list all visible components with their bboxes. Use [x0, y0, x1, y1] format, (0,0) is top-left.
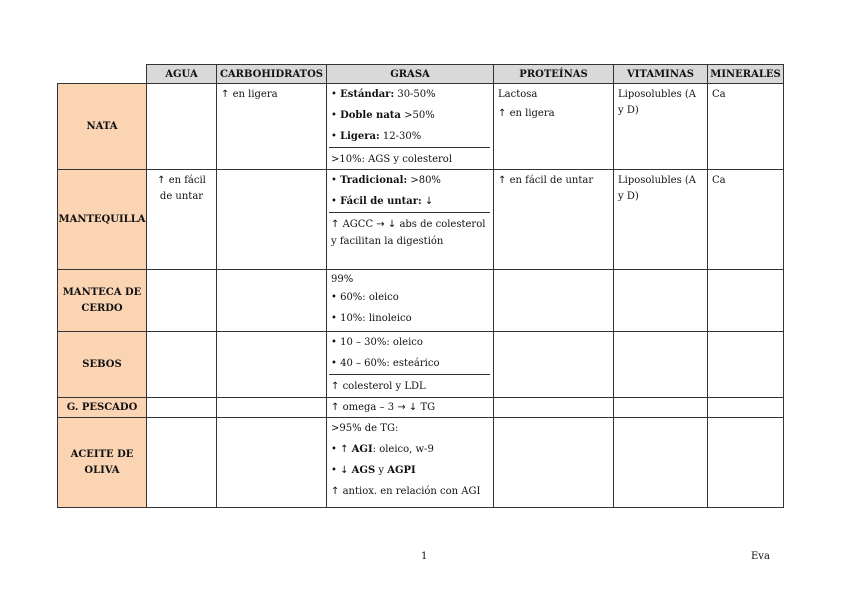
up-arrow-icon: ↑ — [340, 444, 349, 455]
up-arrow-icon: ↑ — [331, 402, 340, 413]
mantequilla-agua: ↑ en fácil de untar — [147, 170, 217, 270]
nata-grasa-note: >10%: AGS y colesterol — [329, 147, 490, 168]
mantequilla-grasa — [327, 170, 494, 270]
up-arrow-icon: ↑ — [331, 219, 340, 230]
nata-grasa — [327, 84, 494, 170]
nata-grasa-estandar: • Estándar: 30-50% — [331, 89, 436, 100]
nata-agua — [147, 84, 217, 170]
up-arrow-icon: ↑ — [331, 486, 340, 497]
footer-author: Eva — [751, 551, 770, 562]
right-arrow-icon: → — [376, 219, 385, 230]
nata-carbohidratos: ↑ en ligera — [217, 84, 327, 170]
food-label-pescado: G. PESCADO — [58, 398, 147, 418]
aceite-grasa: >95% de TG: • ↑ AGI: oleico, w-9 • ↓ AGS y AGPI ↑ antiox. en relación con AGI — [327, 418, 494, 508]
food-label-nata: NATA — [58, 84, 147, 170]
nata-prot-lactosa: Lactosa — [498, 89, 538, 100]
header-vitaminas: VITAMINAS — [614, 65, 708, 84]
mantequilla-grasa-tradicional: • Tradicional: >80% — [331, 175, 441, 186]
down-arrow-icon: ↓ — [340, 465, 349, 476]
sebos-grasa: • 10 – 30%: oleico • 40 – 60%: esteárico ↑ colesterol y LDL — [327, 332, 494, 398]
row-sebos — [58, 332, 784, 398]
corner-cell — [58, 65, 147, 84]
header-carbohidratos: CARBOHIDRATOS — [217, 65, 327, 84]
up-arrow-icon: ↑ — [221, 89, 230, 100]
sebos-grasa-note: ↑ colesterol y LDL — [329, 374, 490, 395]
food-label-manteca: MANTECA DE CERDO — [58, 270, 147, 332]
food-label-aceite: ACEITE DE OLIVA — [58, 418, 147, 508]
mantequilla-proteinas: ↑ en fácil de untar — [494, 170, 614, 270]
row-nata — [58, 84, 784, 170]
pescado-grasa: ↑ omega – 3 → ↓ TG — [327, 398, 494, 418]
mantequilla-grasa-note: ↑ AGCC → ↓ abs de colesterol y facilitan la digestión — [329, 212, 490, 250]
page-number: 1 — [421, 551, 428, 562]
down-arrow-icon: ↓ — [408, 402, 418, 413]
row-pescado — [58, 398, 784, 418]
manteca-grasa: 99% • 60%: oleico • 10%: linoleico — [327, 270, 494, 332]
header-row — [58, 65, 784, 84]
header-minerales: MINERALES — [708, 65, 784, 84]
right-arrow-icon: → — [397, 402, 406, 413]
up-arrow-icon: ↑ — [498, 108, 507, 119]
header-proteinas: PROTEÍNAS — [494, 65, 614, 84]
nutrition-table — [57, 64, 784, 508]
nata-proteinas: Lactosa ↑ en ligera — [494, 84, 614, 170]
row-manteca — [58, 270, 784, 332]
mantequilla-minerales: Ca — [708, 170, 784, 270]
food-label-sebos: SEBOS — [58, 332, 147, 398]
up-arrow-icon: ↑ — [331, 381, 340, 392]
food-label-mantequilla: MANTEQUILLA — [58, 170, 147, 270]
nata-grasa-doble: • Doble nata >50% — [331, 110, 435, 121]
down-arrow-icon: ↓ — [387, 219, 397, 230]
mantequilla-vitaminas: Liposolubles (A y D) — [614, 170, 708, 270]
nata-vitaminas: Liposolubles (A y D) — [614, 84, 708, 170]
row-aceite — [58, 418, 784, 508]
mantequilla-carbohidratos — [217, 170, 327, 270]
header-grasa: GRASA — [327, 65, 494, 84]
nata-minerales: Ca — [708, 84, 784, 170]
down-arrow-icon: ↓ — [424, 196, 434, 207]
up-arrow-icon: ↑ — [157, 175, 166, 186]
up-arrow-icon: ↑ — [498, 175, 507, 186]
nata-grasa-ligera: • Ligera: 12-30% — [331, 131, 422, 142]
mantequilla-grasa-facil: • Fácil de untar: ↓ — [331, 196, 434, 207]
header-agua: AGUA — [147, 65, 217, 84]
row-mantequilla — [58, 170, 784, 270]
